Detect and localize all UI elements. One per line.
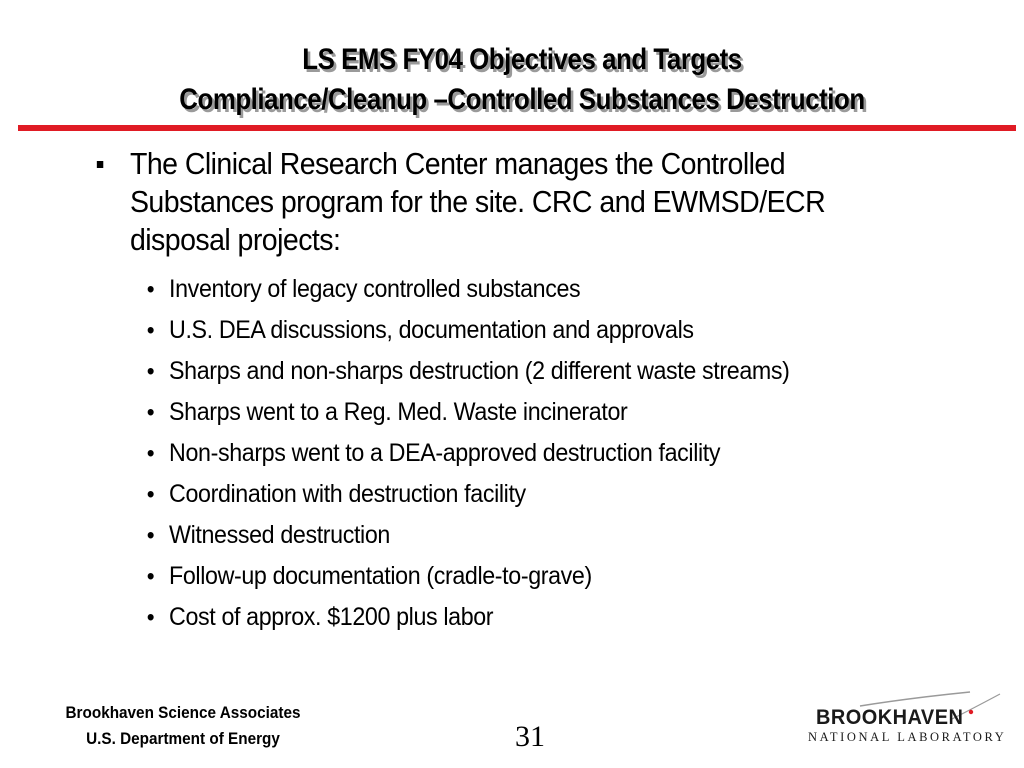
sub-bullet-text: Witnessed destruction	[169, 521, 390, 549]
round-bullet-icon: •	[146, 440, 155, 467]
round-bullet-icon: •	[146, 317, 155, 344]
sub-bullet-item	[143, 433, 935, 474]
footer-organization	[48, 700, 318, 752]
title-line-2: Compliance/Cleanup –Controlled Substances Destruction	[179, 83, 865, 116]
round-bullet-icon: •	[146, 522, 155, 549]
sub-bullet-item	[143, 474, 935, 515]
round-bullet-icon: •	[146, 276, 155, 303]
sub-bullet-item	[143, 269, 935, 310]
brookhaven-logo	[800, 690, 1010, 760]
sub-bullet-item	[143, 597, 935, 638]
round-bullet-icon: •	[146, 399, 155, 426]
sub-bullet-text: Inventory of legacy controlled substances	[169, 275, 581, 303]
title-line-1: LS EMS FY04 Objectives and Targets	[302, 43, 742, 76]
main-bullet-text: The Clinical Research Center manages the Controlled Substances program for the site. CRC and EWMSD/ECR disposal projects:	[129, 146, 826, 257]
round-bullet-icon: •	[146, 358, 155, 385]
sub-bullet-item	[143, 310, 935, 351]
round-bullet-icon: •	[146, 481, 155, 508]
sub-bullet-text: U.S. DEA discussions, documentation and approvals	[169, 316, 694, 344]
round-bullet-icon: •	[146, 563, 155, 590]
sub-bullet-item	[143, 556, 935, 597]
sub-bullet-text: Cost of approx. $1200 plus labor	[169, 603, 494, 631]
footer-line-1: Brookhaven Science Associates	[65, 703, 301, 722]
main-bullet-item	[95, 145, 903, 259]
title-divider	[18, 125, 1016, 131]
sub-bullet-item	[143, 351, 935, 392]
sub-bullet-text: Non-sharps went to a DEA-approved destruction facility	[169, 439, 721, 467]
round-bullet-icon: •	[146, 604, 155, 631]
footer-line-2: U.S. Department of Energy	[86, 729, 280, 748]
logo-name: BROOKHAVEN	[816, 706, 964, 729]
slide-title	[107, 40, 936, 120]
sub-bullet-text: Follow-up documentation (cradle-to-grave)	[169, 562, 592, 590]
slide-body	[95, 145, 995, 638]
sub-bullet-text: Coordination with destruction facility	[169, 480, 526, 508]
page-number: 31	[515, 720, 545, 753]
sub-bullet-item	[143, 515, 935, 556]
sub-bullet-list	[143, 269, 995, 638]
square-bullet-icon	[97, 161, 103, 168]
sub-bullet-item	[143, 392, 935, 433]
sub-bullet-text: Sharps and non-sharps destruction (2 different waste streams)	[169, 357, 790, 385]
logo-subtitle: NATIONAL LABORATORY	[808, 730, 1007, 744]
sub-bullet-text: Sharps went to a Reg. Med. Waste incinerator	[169, 398, 628, 426]
